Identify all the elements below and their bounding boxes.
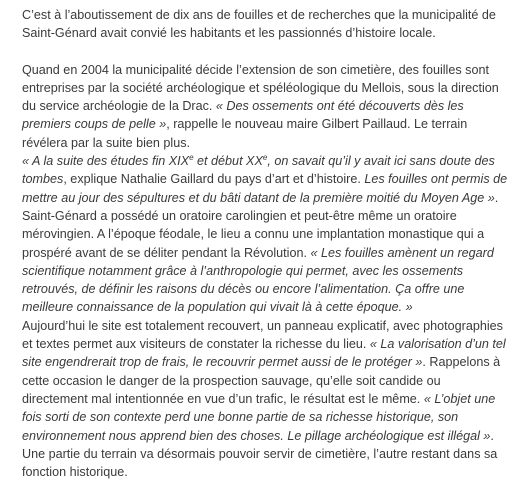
history-text: Saint-Génard a possédé un oratoire carolingien et peut-être même un oratoire mérovingien. A l’époque féodale, le lieu a connu une implantation monastique qui a prospéré avant de se déliter pendant la Révolution. [22, 208, 485, 260]
century-superscript: e [189, 153, 194, 163]
excavation-paragraph [22, 61, 509, 152]
century-superscript: e [262, 153, 268, 163]
paragraph-spacer [22, 43, 509, 61]
closing-paragraph: Une partie du terrain va désormais pouvoir servir de cimetière, l’autre restant dans sa fonction historique. [22, 446, 498, 480]
pillage-quote: « L’objet une fois sorti de son contexte perd une bonne partie de sa richesse historique, son environnement nous apprend bien des choses. Le pillage archéologique est illégal » [22, 391, 496, 443]
excavation-text-end: , rappelle le nouveau maire Gilbert Paillaud. Le terrain révélera par la suite bien plus. [22, 117, 468, 150]
excavation-text: Quand en 2004 la municipalité décide l’extension de son cimetière, des fouilles sont entreprises par la société archéologique et spéléologique du Mellois, sous la direction du service archéologie de la Drac. [22, 62, 499, 114]
historian-paragraph: « A la suite des études fin XIXe et début XXe, on savait qu’il y avait ici sans doute des tombes, explique Nathalie Gaillard du pays d’art et d’histoire. Les fouilles ont permis de mettre au jour des sépultures et du bâti datant de la première moitié du Moyen Age ». [22, 153, 508, 205]
historian-quote-start: « A la suite des études fin XIXe et début XXe, on savait qu’il y avait ici sans doute des tombes [22, 153, 495, 187]
prospection-text: . Rappelons à cette occasion le danger de la prospection sauvage, qu’elle soit candide ou directement mal intentionnée en vue d’un trafic, le résultat est le même. [22, 355, 501, 406]
history-paragraph [22, 207, 509, 317]
site-text: Aujourd’hui le site est totalement recouvert, un panneau explicatif, avec photographies et textes permet aux visiteurs de constater la richesse du lieu. [22, 318, 503, 352]
anthropology-quote: « Les fouilles amènent un regard scientifique notamment grâce à l’anthropologie qui permet, avec les ossements retrouvés, de définir les raisons du décès ou encore l’alimentation. Ça offre une meilleure connaissance de la population qui vivait là à cette époque. » [22, 245, 494, 315]
valorisation-quote: « La valorisation d’un tel site engendrerait trop de frais, le recouvrir permet aussi de le protéger » [22, 337, 506, 370]
intro-paragraph: C’est à l’aboutissement de dix ans de fouilles et de recherches que la municipalité de Saint-Génard avait convié les habitants et les passionnés d’histoire locale. [22, 8, 496, 41]
mayor-quote: « Des ossements ont été découverts dès les premiers coups de pelle » [22, 99, 464, 132]
historian-attribution: , explique Nathalie Gaillard du pays d’art et d’histoire. [63, 172, 365, 187]
historian-quote-end: Les fouilles ont permis de mettre au jour des sépultures et du bâti datant de la première moitié du Moyen Age » [22, 172, 508, 205]
site-paragraph: Aujourd’hui le site est totalement recouvert, un panneau explicatif, avec photographies et textes permet aux visiteurs de constater la richesse du lieu. « La valorisation d’un tel site engendrerait trop de frais, le recouvrir permet aussi de le protéger ». Rappelons à cette occasion le danger de la prospection sauvage, qu’elle soit candide ou directement mal intentionnée en vue d’un trafic, le résultat est le même. « L’objet une fois sorti de son contexte perd une bonne partie de sa richesse historique, son environnement nous apprend bien des choses. Le pillage archéologique est illégal ». [22, 318, 506, 443]
